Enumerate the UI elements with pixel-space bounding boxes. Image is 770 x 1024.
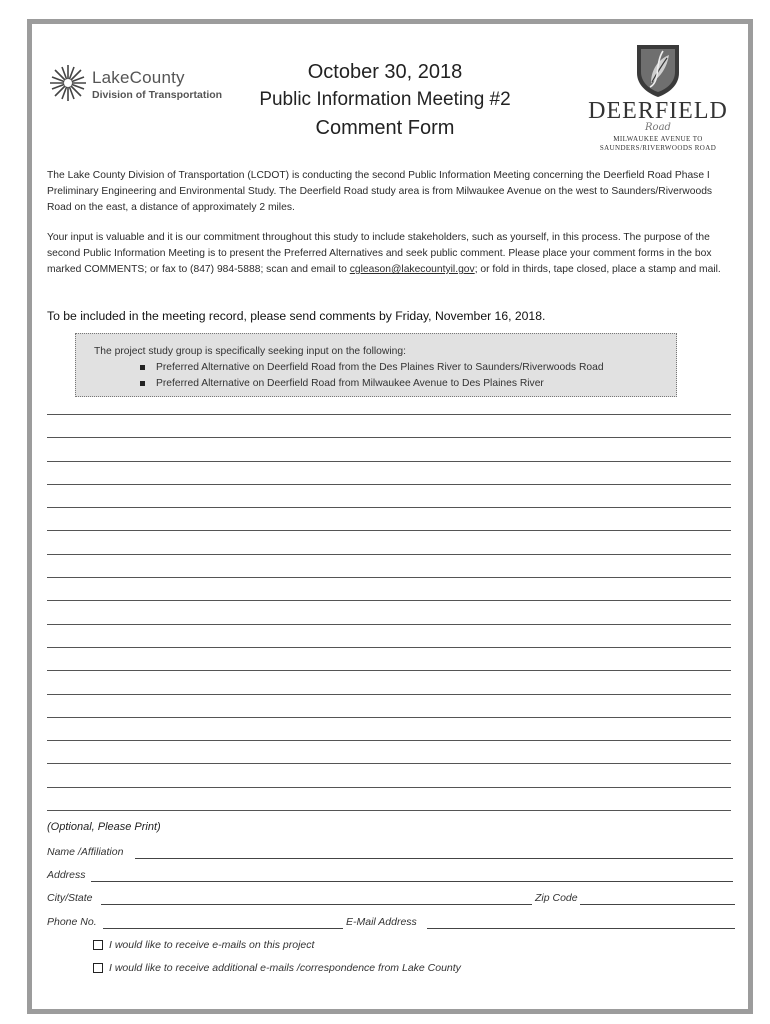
comment-line[interactable] bbox=[47, 577, 731, 578]
title-block bbox=[225, 58, 545, 142]
comment-line[interactable] bbox=[47, 694, 731, 695]
name-affiliation-label: Name /Affiliation bbox=[47, 846, 124, 858]
lake-county-logo bbox=[48, 63, 228, 107]
deerfield-script: Road bbox=[645, 122, 671, 133]
email-link[interactable]: cgleason@lakecountyil.gov bbox=[349, 264, 475, 275]
deerfield-leaf-crest-icon bbox=[633, 43, 683, 99]
email-address-label: E-Mail Address bbox=[346, 916, 417, 928]
deerfield-subtitle-line-1: MILWAUKEE AVENUE TO bbox=[613, 135, 703, 143]
comment-line[interactable] bbox=[47, 717, 731, 718]
input-topics-intro: The project study group is specifically seeking input on the following: bbox=[94, 346, 406, 357]
instructions-text-end: ; or fold in thirds, tape closed, place a stamp and mail. bbox=[474, 264, 721, 275]
comment-line[interactable] bbox=[47, 600, 731, 601]
comment-line[interactable] bbox=[47, 763, 731, 764]
instructions-paragraph bbox=[47, 230, 737, 278]
input-topic-item: Preferred Alternative on Deerfield Road from the Des Plaines River to Saunders/Riverwoods Road bbox=[138, 360, 676, 376]
instructions-text: Your input is valuable and it is our commitment throughout this study to include stakeholders, such as yourself, in this process. The purpose of the second Public Information Meeting is to present the Preferred Alternatives and seek public comment. Please place your comment forms in the box marked COMMENTS; or fax to (847) 984-5888; scan and email to bbox=[47, 232, 712, 275]
address-label: Address bbox=[47, 869, 86, 881]
comment-line[interactable] bbox=[47, 810, 731, 811]
input-topics-list bbox=[94, 360, 676, 392]
meeting-name: Public Information Meeting #2 bbox=[259, 89, 511, 110]
deerfield-road-logo bbox=[588, 43, 728, 159]
comment-line[interactable] bbox=[47, 624, 731, 625]
email-address-line[interactable] bbox=[427, 928, 735, 929]
comment-line[interactable] bbox=[47, 647, 731, 648]
comment-line[interactable] bbox=[47, 484, 731, 485]
address-field[interactable] bbox=[47, 869, 733, 885]
intro-paragraph: The Lake County Division of Transportation (LCDOT) is conducting the second Public Information Meeting concerning the Deerfield Road Phase I Preliminary Engineering and Environmental Study. The Deerfield Road study area is from Milwaukee Avenue on the west to Saunders/Riverwoods Road on the east, a distance of approximately 2 miles. bbox=[47, 170, 713, 213]
optional-heading: (Optional, Please Print) bbox=[47, 821, 161, 833]
lake-county-name: LakeCounty bbox=[92, 68, 185, 87]
deadline-notice: To be included in the meeting record, please send comments by Friday, November 16, 2018. bbox=[47, 309, 546, 323]
input-topic-item: Preferred Alternative on Deerfield Road from Milwaukee Avenue to Des Plaines River bbox=[138, 376, 676, 392]
city-state-line[interactable] bbox=[101, 904, 532, 905]
form-title: Comment Form bbox=[315, 117, 455, 139]
comment-line[interactable] bbox=[47, 670, 731, 671]
deerfield-subtitle-line-2: SAUNDERS/RIVERWOODS ROAD bbox=[599, 144, 717, 152]
zip-code-line[interactable] bbox=[580, 904, 735, 905]
comment-line[interactable] bbox=[47, 787, 731, 788]
lake-county-subtitle: Division of Transportation bbox=[92, 89, 223, 101]
comment-line[interactable] bbox=[47, 414, 731, 415]
address-line[interactable] bbox=[91, 881, 733, 882]
city-state-field[interactable] bbox=[47, 892, 735, 908]
name-affiliation-field[interactable] bbox=[47, 846, 733, 862]
city-state-label: City/State bbox=[47, 892, 93, 904]
email-correspondence-label: I would like to receive additional e-mails /correspondence from Lake County bbox=[109, 962, 461, 974]
comment-line[interactable] bbox=[47, 740, 731, 741]
comment-line[interactable] bbox=[47, 530, 731, 531]
phone-line[interactable] bbox=[103, 928, 343, 929]
email-project-label: I would like to receive e-mails on this project bbox=[109, 939, 315, 951]
comment-line[interactable] bbox=[47, 461, 731, 462]
checkbox-icon[interactable] bbox=[93, 963, 103, 973]
deerfield-name: DEERFIELD bbox=[588, 98, 728, 124]
name-affiliation-line[interactable] bbox=[135, 858, 733, 859]
checkbox-icon[interactable] bbox=[93, 940, 103, 950]
zip-code-label: Zip Code bbox=[535, 892, 578, 904]
lake-county-star-icon bbox=[48, 63, 88, 103]
phone-email-field[interactable] bbox=[47, 916, 735, 932]
input-topics-box bbox=[75, 333, 677, 397]
comment-line[interactable] bbox=[47, 554, 731, 555]
comment-line[interactable] bbox=[47, 507, 731, 508]
comment-lines[interactable] bbox=[47, 414, 731, 833]
comment-line[interactable] bbox=[47, 437, 731, 438]
phone-label: Phone No. bbox=[47, 916, 97, 928]
meeting-date: October 30, 2018 bbox=[307, 61, 463, 83]
